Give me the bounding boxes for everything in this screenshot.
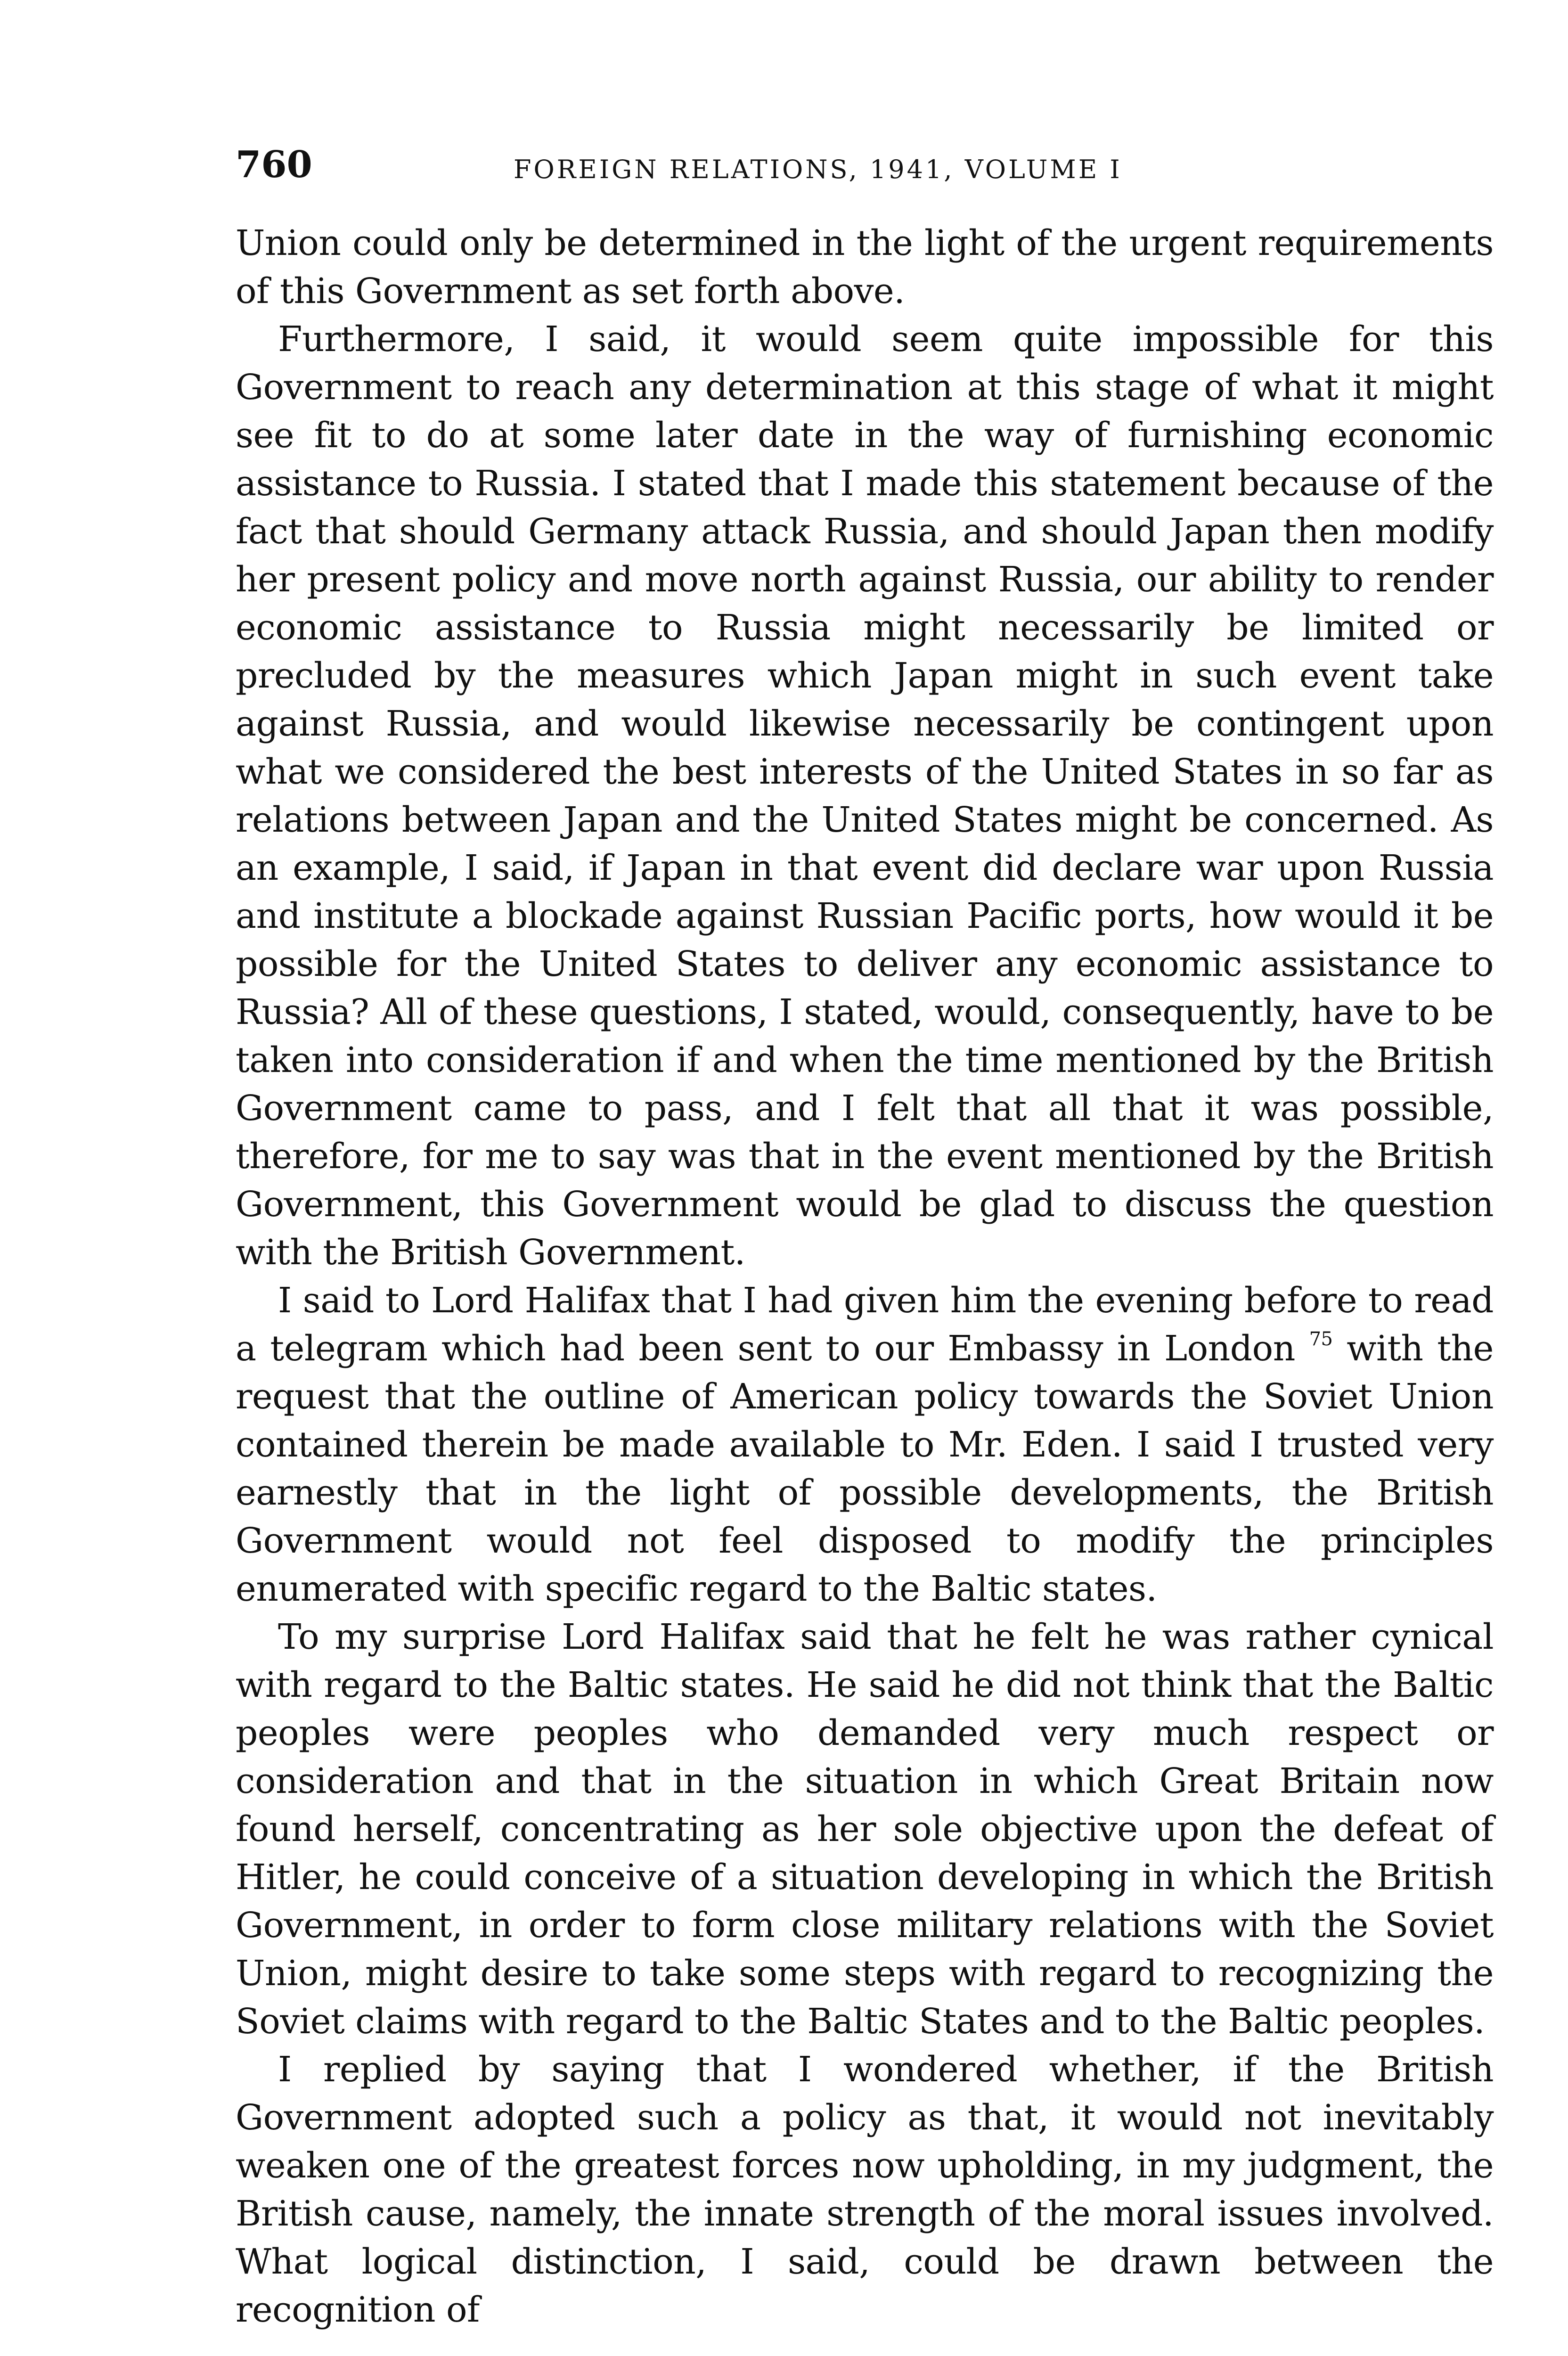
running-head: FOREIGN RELATIONS, 1941, VOLUME I <box>514 155 1122 184</box>
paragraph-3 <box>236 1276 1494 1613</box>
paragraph-3-rest: with the request that the outline of American policy towards the Soviet Union contained therein be made available to Mr. Eden. I said I trusted very earnestly that in the light of possible developments, the British Government would not feel disposed to modify the principles enumerated with specific regard to the Baltic states. <box>236 1328 1494 1609</box>
footnote-reference: 75 <box>1309 1328 1333 1350</box>
paragraph-4: To my surprise Lord Halifax said that he felt he was rather cynical with regard to the Baltic states. He said he did not think that the Baltic peoples were peoples who demanded very much respect or consideration and that in the situation in which Great Britain now found herself, concentrating as her sole objective upon the defeat of Hitler, he could conceive of a situation developing in which the British Government, in order to form close military relations with the Soviet Union, might desire to take some steps with regard to recognizing the Soviet claims with regard to the Baltic States and to the Baltic peoples. <box>236 1617 1494 2042</box>
paragraph-1: Union could only be determined in the light of the urgent requirements of this Government as set forth above. <box>236 223 1494 311</box>
page-header <box>236 141 1494 198</box>
paragraph-3-lead: I said to Lord Halifax that I had given him the evening before to read a telegram which had been sent to our Embassy in London <box>236 1280 1494 1369</box>
page-number: 760 <box>236 143 312 186</box>
body-text <box>236 219 1494 2334</box>
paragraph-5: I replied by saying that I wondered whether, if the British Government adopted such a policy as that, it would not inevitably weaken one of the greatest forces now upholding, in my judgment, the British cause, namely, the innate strength of the moral issues involved. What logical distinction, I said, could be drawn between the recognition of <box>236 2049 1494 2330</box>
paragraph-2: Furthermore, I said, it would seem quite impossible for this Government to reach any determination at this stage of what it might see fit to do at some later date in the way of furnishing economic assistance to Russia. I stated that I made this statement because of the fact that should Germany attack Russia, and should Japan then modify her present policy and move north against Russia, our ability to render economic assistance to Russia might necessarily be limited or precluded by the measures which Japan might in such event take against Russia, and would likewise necessarily be contingent upon what we considered the best interests of the United States in so far as relations between Japan and the United States might be concerned. As an example, I said, if Japan in that event did declare war upon Russia and institute a blockade against Russian Pacific ports, how would it be possible for the United States to deliver any economic assistance to Russia? All of these questions, I stated, would, consequently, have to be taken into consideration if and when the time mentioned by the British Government came to pass, and I felt that all that it was possible, therefore, for me to say was that in the event mentioned by the British Government, this Government would be glad to discuss the question with the British Government. <box>236 319 1494 1273</box>
